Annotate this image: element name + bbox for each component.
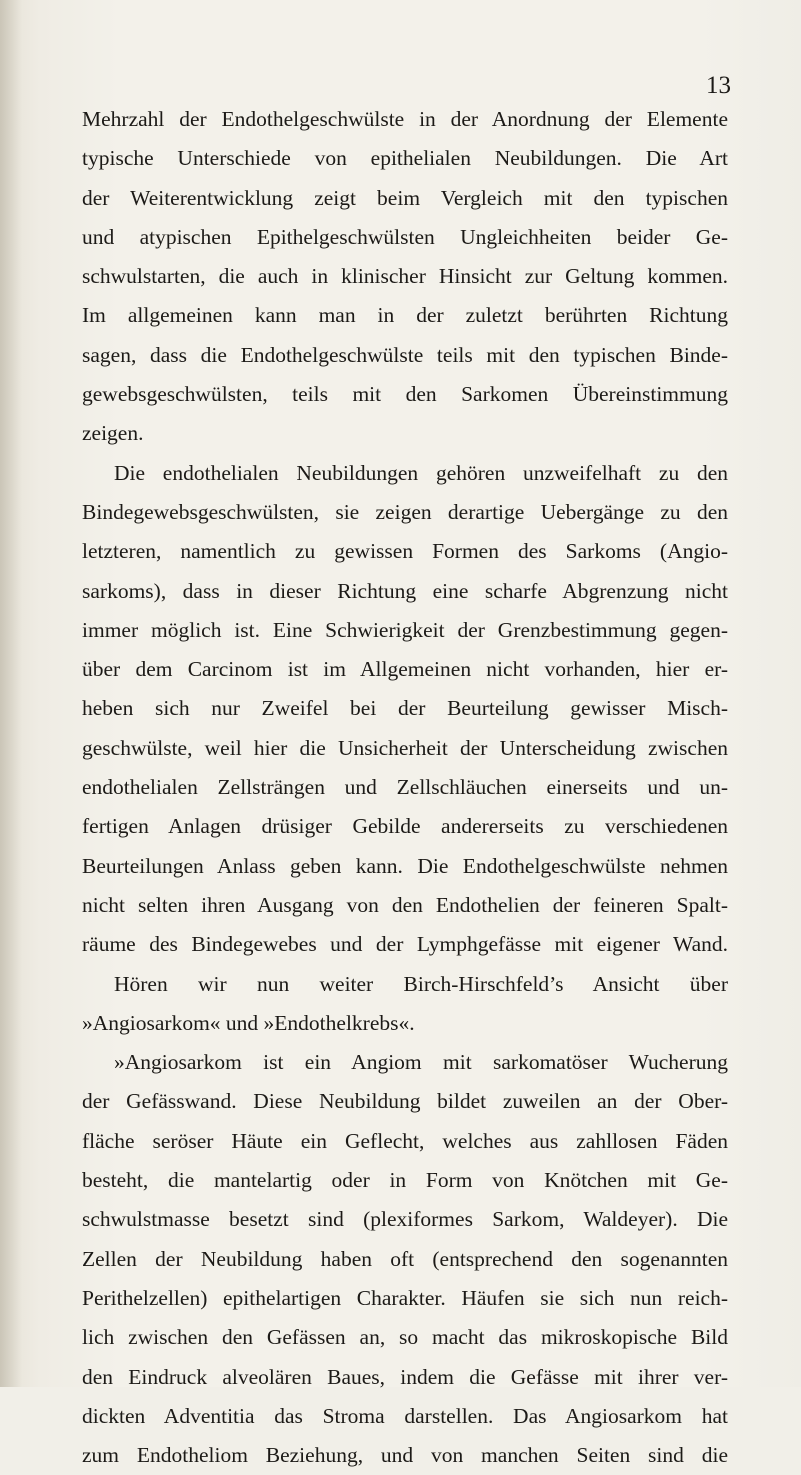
text-line: schwulstarten, die auch in klinischer Hinsicht zur Geltung kommen. xyxy=(82,264,728,289)
text-line: räume des Bindegewebes und der Lymphgefässe mit eigener Wand. xyxy=(82,932,728,957)
text-line: Die endothelialen Neubildungen gehören unzweifelhaft zu den xyxy=(114,460,728,485)
text-line: immer möglich ist. Eine Schwierigkeit der Grenzbestimmung gegen- xyxy=(82,617,728,642)
text-line: besteht, die mantelartig oder in Form von Knötchen mit Ge- xyxy=(82,1168,728,1193)
text-line: Hören wir nun weiter Birch-Hirschfeld’s Ansicht über xyxy=(114,971,728,996)
text-line: gewebsgeschwülsten, teils mit den Sarkomen Übereinstimmung xyxy=(82,382,728,407)
text-line: fläche seröser Häute ein Geflecht, welches aus zahllosen Fäden xyxy=(82,1128,728,1153)
text-line: der Weiterentwicklung zeigt beim Vergleich mit den typischen xyxy=(82,185,728,210)
text-line: zeigen. xyxy=(82,421,144,446)
text-line: Im allgemeinen kann man in der zuletzt berührten Richtung xyxy=(82,303,728,328)
text-line: den Eindruck alveolären Baues, indem die Gefässe mit ihrer ver- xyxy=(82,1364,728,1389)
body-text xyxy=(82,100,728,1475)
text-line: zum Endotheliom Beziehung, und von manchen Seiten sind die xyxy=(82,1443,728,1468)
text-line: Mehrzahl der Endothelgeschwülste in der Anordnung der Elemente xyxy=(82,107,728,131)
text-line: lich zwischen den Gefässen an, so macht das mikroskopische Bild xyxy=(82,1325,728,1350)
page-number: 13 xyxy=(706,72,731,99)
text-line: endothelialen Zellsträngen und Zellschläuchen einerseits und un- xyxy=(82,775,728,800)
text-line: nicht selten ihren Ausgang von den Endothelien der feineren Spalt- xyxy=(82,892,728,917)
text-line: Bindegewebsgeschwülsten, sie zeigen derartige Uebergänge zu den xyxy=(82,499,728,524)
text-line: über dem Carcinom ist im Allgemeinen nicht vorhanden, hier er- xyxy=(82,657,728,682)
text-line: geschwülste, weil hier die Unsicherheit der Unterscheidung zwischen xyxy=(82,735,728,760)
text-line: Zellen der Neubildung haben oft (entsprechend den sogenannten xyxy=(82,1246,728,1271)
text-line: letzteren, namentlich zu gewissen Formen des Sarkoms (Angio- xyxy=(82,539,728,564)
text-line: sagen, dass die Endothelgeschwülste teils mit den typischen Binde- xyxy=(82,342,728,367)
text-line: »Angiosarkom ist ein Angiom mit sarkomatöser Wucherung xyxy=(114,1050,728,1075)
text-line: »Angiosarkom« und »Endothelkrebs«. xyxy=(82,1010,415,1035)
text-line: Perithelzellen) epithelartigen Charakter. Häufen sie sich nun reich- xyxy=(82,1285,728,1310)
text-line: heben sich nur Zweifel bei der Beurteilung gewisser Misch- xyxy=(82,696,728,721)
text-line: dickten Adventitia das Stroma darstellen. Das Angiosarkom hat xyxy=(82,1403,728,1428)
text-line: sarkoms), dass in dieser Richtung eine scharfe Abgrenzung nicht xyxy=(82,578,728,603)
text-line: der Gefässwand. Diese Neubildung bildet zuweilen an der Ober- xyxy=(82,1089,728,1114)
text-line: Beurteilungen Anlass geben kann. Die Endothelgeschwülste nehmen xyxy=(82,853,728,878)
text-line: typische Unterschiede von epithelialen Neubildungen. Die Art xyxy=(82,146,728,171)
text-line: und atypischen Epithelgeschwülsten Ungleichheiten beider Ge- xyxy=(82,224,728,249)
text-line: schwulstmasse besetzt sind (plexiformes Sarkom, Waldeyer). Die xyxy=(82,1207,728,1232)
gutter-shadow xyxy=(0,0,22,1387)
text-line: fertigen Anlagen drüsiger Gebilde andererseits zu verschiedenen xyxy=(82,814,728,839)
